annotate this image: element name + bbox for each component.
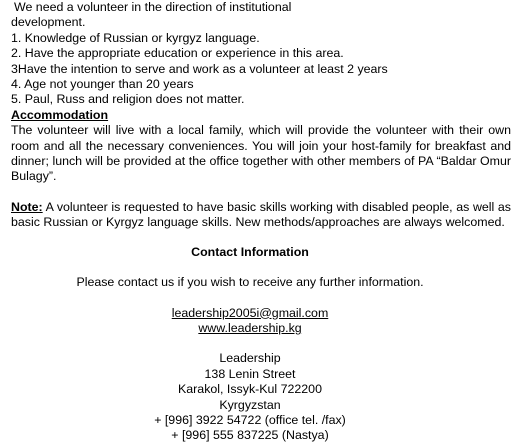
requirement-item: 3Have the intention to serve and work as a volunteer at least 2 years xyxy=(11,61,388,76)
contact-title: Contact Information xyxy=(191,244,309,259)
intro-line-2: development. xyxy=(11,15,86,30)
intro-line-1: We need a volunteer in the direction of institutional xyxy=(14,0,292,14)
requirement-item: 1. Knowledge of Russian or kyrgyz language. xyxy=(11,30,260,45)
requirements-list xyxy=(11,31,511,108)
spacer xyxy=(11,336,511,351)
contact-links xyxy=(11,306,489,337)
spacer xyxy=(11,291,511,306)
address-line: 138 Lenin Street xyxy=(204,366,296,381)
note-paragraph xyxy=(11,200,511,231)
note-text: A volunteer is requested to have basic skills working with disabled people, as well as basic Russian or Kyrgyz language skills. New methods/approaches are always welcomed. xyxy=(11,199,511,230)
email-link[interactable]: leadership2005i@gmail.com xyxy=(171,305,329,320)
requirement-item: 5. Paul, Russ and religion does not matter. xyxy=(11,92,245,107)
spacer xyxy=(11,185,511,200)
contact-intro: Please contact us if you wish to receive any further information. xyxy=(76,275,424,290)
requirement-item: 2. Have the appropriate education or experience in this area. xyxy=(11,46,344,61)
requirement-item: 4. Age not younger than 20 years xyxy=(11,77,194,92)
accommodation-heading: Accommodation xyxy=(11,107,109,122)
website-link[interactable]: www.leadership.kg xyxy=(198,320,302,335)
phone-line: + [996] 3922 54722 (office tel. /fax) xyxy=(154,412,346,427)
address-line: Kyrgyzstan xyxy=(219,397,281,412)
address-line: Leadership xyxy=(219,351,281,366)
spacer xyxy=(11,260,511,275)
accommodation-paragraph: The volunteer will live with a local family, which will provide the volunteer with their own room and all the necessary conveniences. You will join your host-family for breakfast and dinner; lunch will be provided at the office together with other members of PA “Baldar Omur Bulagy”. xyxy=(11,123,511,184)
address-block xyxy=(11,351,489,443)
address-line: Karakol, Issyk-Kul 722200 xyxy=(178,382,322,397)
phone-line: + [996] 555 837225 (Nastya) xyxy=(171,428,329,443)
document-body xyxy=(11,0,511,444)
note-label: Note: xyxy=(11,199,43,214)
